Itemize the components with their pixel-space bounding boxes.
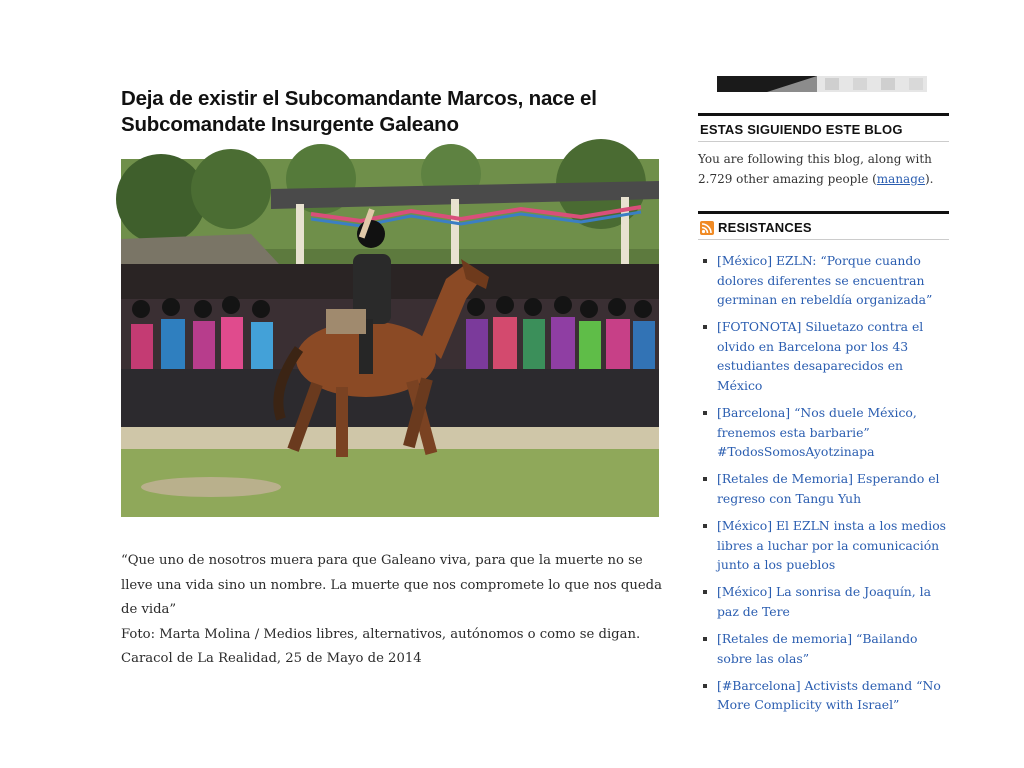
bullet <box>703 411 707 415</box>
list-item <box>698 469 949 508</box>
sidebar-banner-image <box>717 76 927 92</box>
bullet <box>703 637 707 641</box>
resistances-link[interactable]: [México] La sonrisa de Joaquín, la paz de Tere <box>717 584 931 619</box>
resistances-link[interactable]: [FOTONOTA] Siluetazo contra el olvido en Barcelona por los 43 estudiantes desaparecidos en México <box>717 319 924 394</box>
list-item <box>698 629 949 668</box>
resistances-title-label: RESISTANCES <box>718 220 812 235</box>
caption-credit: Foto: Marta Molina / Medios libres, alternativos, autónomos o como se digan. Caracol de La Realidad, 25 de Mayo de 2014 <box>121 626 641 666</box>
resistances-link[interactable]: [México] EZLN: “Porque cuando dolores diferentes se encuentran germinan en rebeldía organizada” <box>717 253 933 308</box>
list-item <box>698 516 949 575</box>
list-item <box>698 403 949 462</box>
resistances-link[interactable]: [Retales de memoria] “Bailando sobre las olas” <box>717 631 918 666</box>
bullet <box>703 477 707 481</box>
follow-text-after: ). <box>925 172 934 186</box>
caption-quote: “Que uno de nosotros muera para que Galeano viva, para que la muerte no se lleve una vida sino un nombre. La muerte que nos compromete lo que nos queda de vida” <box>121 553 662 617</box>
resistances-link[interactable]: [Barcelona] “Nos duele México, frenemos esta barbarie” #TodosSomosAyotzinapa <box>717 405 917 460</box>
resistances-widget-title[interactable] <box>698 211 949 240</box>
list-item <box>698 251 949 310</box>
resistances-link[interactable]: [México] El EZLN insta a los medios libres a luchar por la comunicación junto a los pueblos <box>717 518 947 573</box>
resistances-link[interactable]: [#Barcelona] Activists demand “No More Complicity with Israel” <box>717 677 941 713</box>
bullet <box>703 259 707 263</box>
bullet <box>703 684 707 688</box>
rss-icon[interactable] <box>700 221 714 235</box>
post-title[interactable]: Deja de existir el Subcomandante Marcos, nace el Subcomandate Insurgente Galeano <box>121 87 597 136</box>
resistances-list <box>698 251 949 722</box>
sidebar <box>698 0 949 713</box>
bullet <box>703 325 707 329</box>
photo-caption <box>121 549 666 672</box>
list-item <box>698 317 949 395</box>
bullet <box>703 524 707 528</box>
resistances-link[interactable]: [Retales de Memoria] Esperando el regreso con Tangu Yuh <box>717 471 940 507</box>
post-photo <box>121 159 659 517</box>
follow-widget-title: ESTAS SIGUIENDO ESTE BLOG <box>698 113 949 142</box>
follow-text-before: You are following this blog, along with 2.729 other amazing people ( <box>698 152 932 186</box>
bullet <box>703 590 707 594</box>
list-item <box>698 582 949 621</box>
list-item <box>698 676 949 715</box>
manage-link[interactable]: manage <box>876 172 925 186</box>
follow-widget-text <box>698 149 943 189</box>
